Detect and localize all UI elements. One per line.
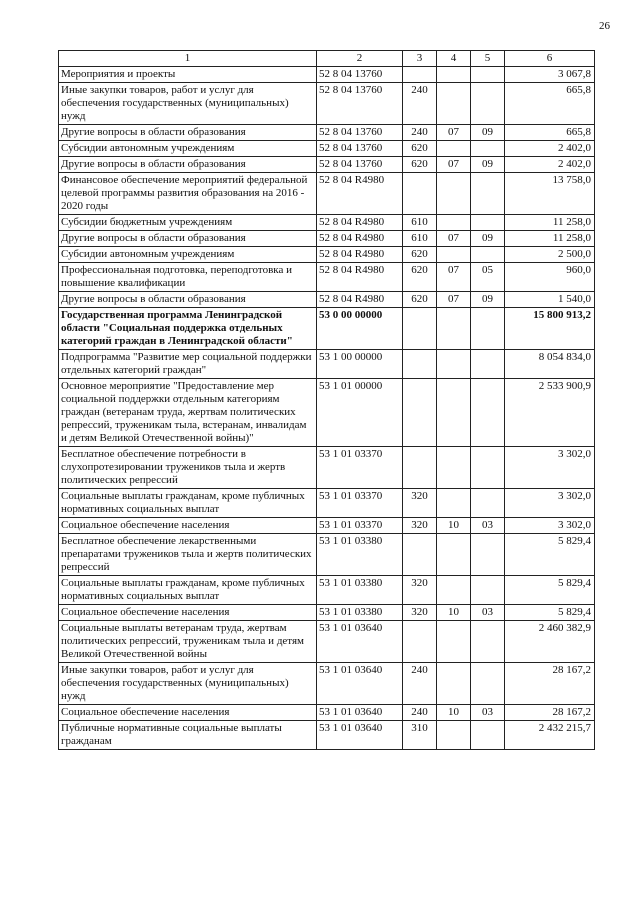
table-row (59, 534, 595, 576)
row-name-cell: Государственная программа Ленинградской области "Социальная поддержка отдельных категорий граждан в Ленинградской области" (59, 308, 317, 350)
row-sum-cell: 5 829,4 (505, 605, 595, 621)
row-sum-cell: 3 067,8 (505, 67, 595, 83)
page-number: 26 (599, 20, 610, 32)
row-rz-cell: 07 (437, 125, 471, 141)
row-name-cell: Бесплатное обеспечение лекарственными препаратами тружеников тыла и жертв политических репрессий (59, 534, 317, 576)
row-name-cell: Социальные выплаты ветеранам труда, жертвам политических репрессий, труженикам тыла и детям Великой Отечественной войны (59, 621, 317, 663)
table-body (59, 67, 595, 750)
row-code-cell: 53 1 01 03370 (317, 518, 403, 534)
row-pr-cell (471, 721, 505, 750)
row-name-cell: Подпрограмма "Развитие мер социальной поддержки отдельных категорий граждан" (59, 350, 317, 379)
row-name-cell: Субсидии бюджетным учреждениям (59, 215, 317, 231)
table-row (59, 518, 595, 534)
row-sum-cell: 1 540,0 (505, 292, 595, 308)
row-name-cell: Публичные нормативные социальные выплаты гражданам (59, 721, 317, 750)
row-pr-cell (471, 247, 505, 263)
row-code-cell: 53 1 01 00000 (317, 379, 403, 447)
row-name-cell: Бесплатное обеспечение потребности в слухопротезировании тружеников тыла и жертв политических репрессий (59, 447, 317, 489)
table-row (59, 231, 595, 247)
row-name-cell: Другие вопросы в области образования (59, 125, 317, 141)
row-vr-cell: 320 (403, 576, 437, 605)
table-row (59, 141, 595, 157)
row-sum-cell: 3 302,0 (505, 518, 595, 534)
budget-table (58, 50, 595, 750)
row-vr-cell: 320 (403, 605, 437, 621)
row-code-cell: 52 8 04 13760 (317, 67, 403, 83)
row-pr-cell: 03 (471, 605, 505, 621)
row-code-cell: 52 8 04 13760 (317, 141, 403, 157)
row-pr-cell: 09 (471, 125, 505, 141)
row-name-cell: Социальные выплаты гражданам, кроме публичных нормативных социальных выплат (59, 489, 317, 518)
row-rz-cell: 10 (437, 518, 471, 534)
row-vr-cell (403, 308, 437, 350)
table-row (59, 247, 595, 263)
row-code-cell: 53 1 01 03370 (317, 489, 403, 518)
row-vr-cell: 240 (403, 125, 437, 141)
row-pr-cell: 03 (471, 705, 505, 721)
row-pr-cell: 03 (471, 518, 505, 534)
row-rz-cell (437, 141, 471, 157)
header-col-4: 4 (437, 51, 471, 67)
table-row (59, 173, 595, 215)
row-pr-cell: 09 (471, 292, 505, 308)
row-rz-cell (437, 247, 471, 263)
row-name-cell: Социальные выплаты гражданам, кроме публичных нормативных социальных выплат (59, 576, 317, 605)
table-row (59, 263, 595, 292)
row-vr-cell (403, 534, 437, 576)
row-name-cell: Финансовое обеспечение мероприятий федеральной целевой программы развития образования на 2016 - 2020 годы (59, 173, 317, 215)
row-pr-cell (471, 308, 505, 350)
table-row (59, 308, 595, 350)
row-sum-cell: 8 054 834,0 (505, 350, 595, 379)
row-pr-cell (471, 83, 505, 125)
row-sum-cell: 2 533 900,9 (505, 379, 595, 447)
row-vr-cell: 620 (403, 141, 437, 157)
table-row (59, 350, 595, 379)
row-sum-cell: 2 500,0 (505, 247, 595, 263)
row-rz-cell (437, 215, 471, 231)
row-code-cell: 53 1 01 03640 (317, 663, 403, 705)
row-name-cell: Социальное обеспечение населения (59, 605, 317, 621)
row-name-cell: Иные закупки товаров, работ и услуг для обеспечения государственных (муниципальных) нужд (59, 83, 317, 125)
table-row (59, 292, 595, 308)
table-row (59, 83, 595, 125)
row-rz-cell (437, 663, 471, 705)
header-col-1: 1 (59, 51, 317, 67)
table-row (59, 489, 595, 518)
row-code-cell: 52 8 04 13760 (317, 125, 403, 141)
row-code-cell: 53 1 01 03380 (317, 534, 403, 576)
row-pr-cell: 09 (471, 157, 505, 173)
row-vr-cell: 240 (403, 663, 437, 705)
row-rz-cell (437, 350, 471, 379)
row-sum-cell: 28 167,2 (505, 663, 595, 705)
table-row (59, 379, 595, 447)
row-vr-cell: 310 (403, 721, 437, 750)
row-sum-cell: 5 829,4 (505, 576, 595, 605)
row-sum-cell: 665,8 (505, 125, 595, 141)
row-rz-cell: 10 (437, 705, 471, 721)
header-col-2: 2 (317, 51, 403, 67)
row-pr-cell (471, 141, 505, 157)
row-rz-cell (437, 173, 471, 215)
row-pr-cell (471, 663, 505, 705)
row-name-cell: Другие вопросы в области образования (59, 231, 317, 247)
row-code-cell: 53 0 00 00000 (317, 308, 403, 350)
row-pr-cell (471, 489, 505, 518)
row-vr-cell: 620 (403, 263, 437, 292)
row-rz-cell (437, 534, 471, 576)
row-pr-cell (471, 350, 505, 379)
row-sum-cell: 665,8 (505, 83, 595, 125)
row-code-cell: 53 1 01 03380 (317, 605, 403, 621)
table-row (59, 576, 595, 605)
row-pr-cell (471, 67, 505, 83)
row-vr-cell (403, 67, 437, 83)
row-vr-cell: 620 (403, 292, 437, 308)
table-row (59, 67, 595, 83)
row-code-cell: 53 1 01 03380 (317, 576, 403, 605)
table-row (59, 705, 595, 721)
table-row (59, 605, 595, 621)
row-name-cell: Иные закупки товаров, работ и услуг для обеспечения государственных (муниципальных) нужд (59, 663, 317, 705)
table-row (59, 125, 595, 141)
row-vr-cell (403, 447, 437, 489)
row-code-cell: 52 8 04 R4980 (317, 247, 403, 263)
row-code-cell: 52 8 04 R4980 (317, 231, 403, 247)
row-vr-cell: 620 (403, 247, 437, 263)
row-rz-cell (437, 721, 471, 750)
row-code-cell: 53 1 00 00000 (317, 350, 403, 379)
table-row (59, 215, 595, 231)
row-sum-cell: 3 302,0 (505, 447, 595, 489)
row-name-cell: Другие вопросы в области образования (59, 292, 317, 308)
row-rz-cell: 07 (437, 157, 471, 173)
row-name-cell: Другие вопросы в области образования (59, 157, 317, 173)
row-rz-cell: 07 (437, 231, 471, 247)
row-pr-cell (471, 534, 505, 576)
row-rz-cell (437, 447, 471, 489)
row-vr-cell: 610 (403, 231, 437, 247)
row-name-cell: Субсидии автономным учреждениям (59, 247, 317, 263)
row-sum-cell: 5 829,4 (505, 534, 595, 576)
row-code-cell: 53 1 01 03370 (317, 447, 403, 489)
table-row (59, 663, 595, 705)
row-vr-cell: 610 (403, 215, 437, 231)
row-sum-cell: 13 758,0 (505, 173, 595, 215)
row-pr-cell (471, 447, 505, 489)
row-rz-cell (437, 67, 471, 83)
row-code-cell: 53 1 01 03640 (317, 621, 403, 663)
row-pr-cell (471, 379, 505, 447)
row-name-cell: Социальное обеспечение населения (59, 705, 317, 721)
row-code-cell: 53 1 01 03640 (317, 721, 403, 750)
row-code-cell: 52 8 04 R4980 (317, 292, 403, 308)
row-vr-cell: 320 (403, 489, 437, 518)
row-pr-cell (471, 173, 505, 215)
row-rz-cell (437, 83, 471, 125)
row-code-cell: 52 8 04 13760 (317, 83, 403, 125)
row-name-cell: Профессиональная подготовка, переподготовка и повышение квалификации (59, 263, 317, 292)
row-rz-cell: 07 (437, 263, 471, 292)
row-sum-cell: 28 167,2 (505, 705, 595, 721)
table-row (59, 621, 595, 663)
row-rz-cell (437, 576, 471, 605)
row-rz-cell (437, 379, 471, 447)
row-vr-cell: 320 (403, 518, 437, 534)
row-sum-cell: 15 800 913,2 (505, 308, 595, 350)
row-vr-cell: 240 (403, 705, 437, 721)
row-vr-cell (403, 173, 437, 215)
table-header-row (59, 51, 595, 67)
row-code-cell: 52 8 04 13760 (317, 157, 403, 173)
row-sum-cell: 11 258,0 (505, 215, 595, 231)
row-rz-cell: 07 (437, 292, 471, 308)
row-code-cell: 52 8 04 R4980 (317, 173, 403, 215)
row-sum-cell: 2 432 215,7 (505, 721, 595, 750)
row-rz-cell (437, 621, 471, 663)
row-pr-cell: 09 (471, 231, 505, 247)
row-code-cell: 52 8 04 R4980 (317, 263, 403, 292)
header-col-6: 6 (505, 51, 595, 67)
row-sum-cell: 11 258,0 (505, 231, 595, 247)
row-sum-cell: 2 460 382,9 (505, 621, 595, 663)
row-vr-cell (403, 350, 437, 379)
header-col-3: 3 (403, 51, 437, 67)
table-row (59, 721, 595, 750)
row-vr-cell (403, 621, 437, 663)
row-rz-cell: 10 (437, 605, 471, 621)
row-name-cell: Субсидии автономным учреждениям (59, 141, 317, 157)
row-rz-cell (437, 308, 471, 350)
row-pr-cell (471, 621, 505, 663)
row-sum-cell: 2 402,0 (505, 141, 595, 157)
row-name-cell: Основное мероприятие "Предоставление мер социальной поддержки отдельным категориям граждан (ветеранам труда, жертвам политических репрессий, труженикам тыла, встеранам, инвалидам и детям Великой Отечественной войны)" (59, 379, 317, 447)
row-pr-cell: 05 (471, 263, 505, 292)
row-pr-cell (471, 576, 505, 605)
row-code-cell: 53 1 01 03640 (317, 705, 403, 721)
row-sum-cell: 960,0 (505, 263, 595, 292)
row-rz-cell (437, 489, 471, 518)
row-pr-cell (471, 215, 505, 231)
row-vr-cell: 620 (403, 157, 437, 173)
table-row (59, 157, 595, 173)
row-sum-cell: 2 402,0 (505, 157, 595, 173)
row-vr-cell: 240 (403, 83, 437, 125)
row-sum-cell: 3 302,0 (505, 489, 595, 518)
table-row (59, 447, 595, 489)
row-code-cell: 52 8 04 R4980 (317, 215, 403, 231)
row-name-cell: Социальное обеспечение населения (59, 518, 317, 534)
row-vr-cell (403, 379, 437, 447)
header-col-5: 5 (471, 51, 505, 67)
row-name-cell: Мероприятия и проекты (59, 67, 317, 83)
